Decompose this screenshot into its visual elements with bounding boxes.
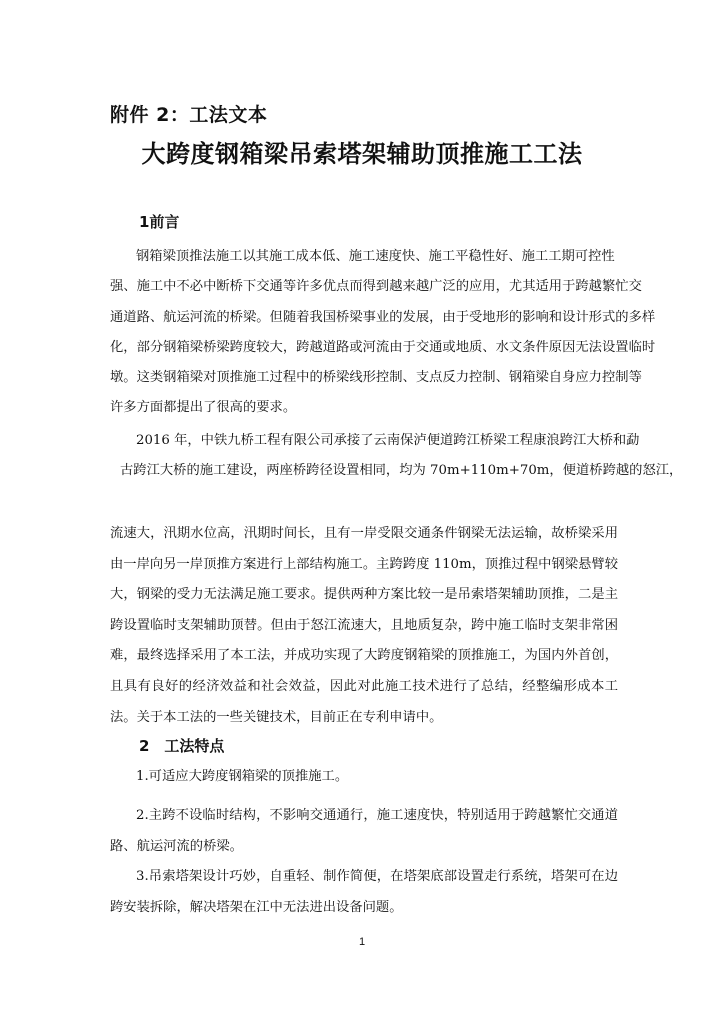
paragraph-line: 化，部分钢箱梁桥梁跨度较大，跨越道路或河流由于交通或地质、水文条件原因无法设置临时 — [110, 340, 656, 355]
preface-paragraph-3: 流速大，汛期水位高，汛期时间长，且有一岸受限交通条件钢梁无法运输，故桥梁采用由一岸向另一岸顶推方案进行上部结构施工。主跨跨度 110m，顶推过程中钢梁悬臂较大，钢梁的受力无法满足施工要求。提供两种方案比较一是吊索塔架辅助顶推，二是主跨设置临时支架辅助顶替。但由于怒江流速大，且地质复杂，跨中施工临时支架非常困难，最终选择采用了本工法，并成功实现了大跨度钢箱梁的顶推施工，为国内外首创，且具有良好的经济效益和社会效益，因此对此施工技术进行了总结，经整编形成本工法。关于本工法的一些关键技术，目前正在专利申请中。 — [110, 526, 618, 725]
document-title: 大跨度钢箱梁吊索塔架辅助顶推施工工法 — [141, 140, 583, 168]
feature-item-3: 3.吊索塔架设计巧妙，自重轻、制作简便，在塔架底部设置走行系统，塔架可在边跨安装拆除，解决塔架在江中无法进出设备问题。 — [110, 869, 618, 915]
paragraph-line: 通道路、航运河流的桥梁。但随着我国桥梁事业的发展，由于受地形的影响和设计形式的多样 — [110, 310, 656, 325]
section-heading-preface: 1前言 — [139, 213, 180, 231]
page-number: 1 — [358, 936, 366, 948]
paragraph-line: 许多方面都提出了很高的要求。 — [110, 400, 297, 415]
paragraph-line: 墩。这类钢箱梁对顶推施工过程中的桥梁线形控制、支点反力控制、钢箱梁自身应力控制等 — [110, 370, 642, 385]
feature-item-1: 1.可适应大跨度钢箱梁的顶推施工。 — [136, 769, 349, 784]
paragraph-line: 强、施工中不必中断桥下交通等许多优点而得到越来越广泛的应用，尤其适用于跨越繁忙交 — [110, 279, 642, 294]
attachment-label: 附件 2：工法文本 — [110, 104, 268, 126]
paragraph-line: 2016 年，中铁九桥工程有限公司承接了云南保泸便道跨江桥梁工程康浪跨江大桥和勐 — [136, 433, 640, 448]
section-heading-features: 2 工法特点 — [139, 737, 225, 755]
feature-item-2: 2.主跨不设临时结构，不影响交通通行，施工速度快，特别适用于跨越繁忙交通道路、航运河流的桥梁。 — [110, 808, 618, 854]
paragraph-line: 古跨江大桥的施工建设，两座桥跨径设置相同，均为 70m+110m+70m，便道桥跨越的怒江， — [120, 463, 683, 478]
paragraph-line: 钢箱梁顶推法施工以其施工成本低、施工速度快、施工平稳性好、施工工期可控性 — [136, 249, 615, 264]
